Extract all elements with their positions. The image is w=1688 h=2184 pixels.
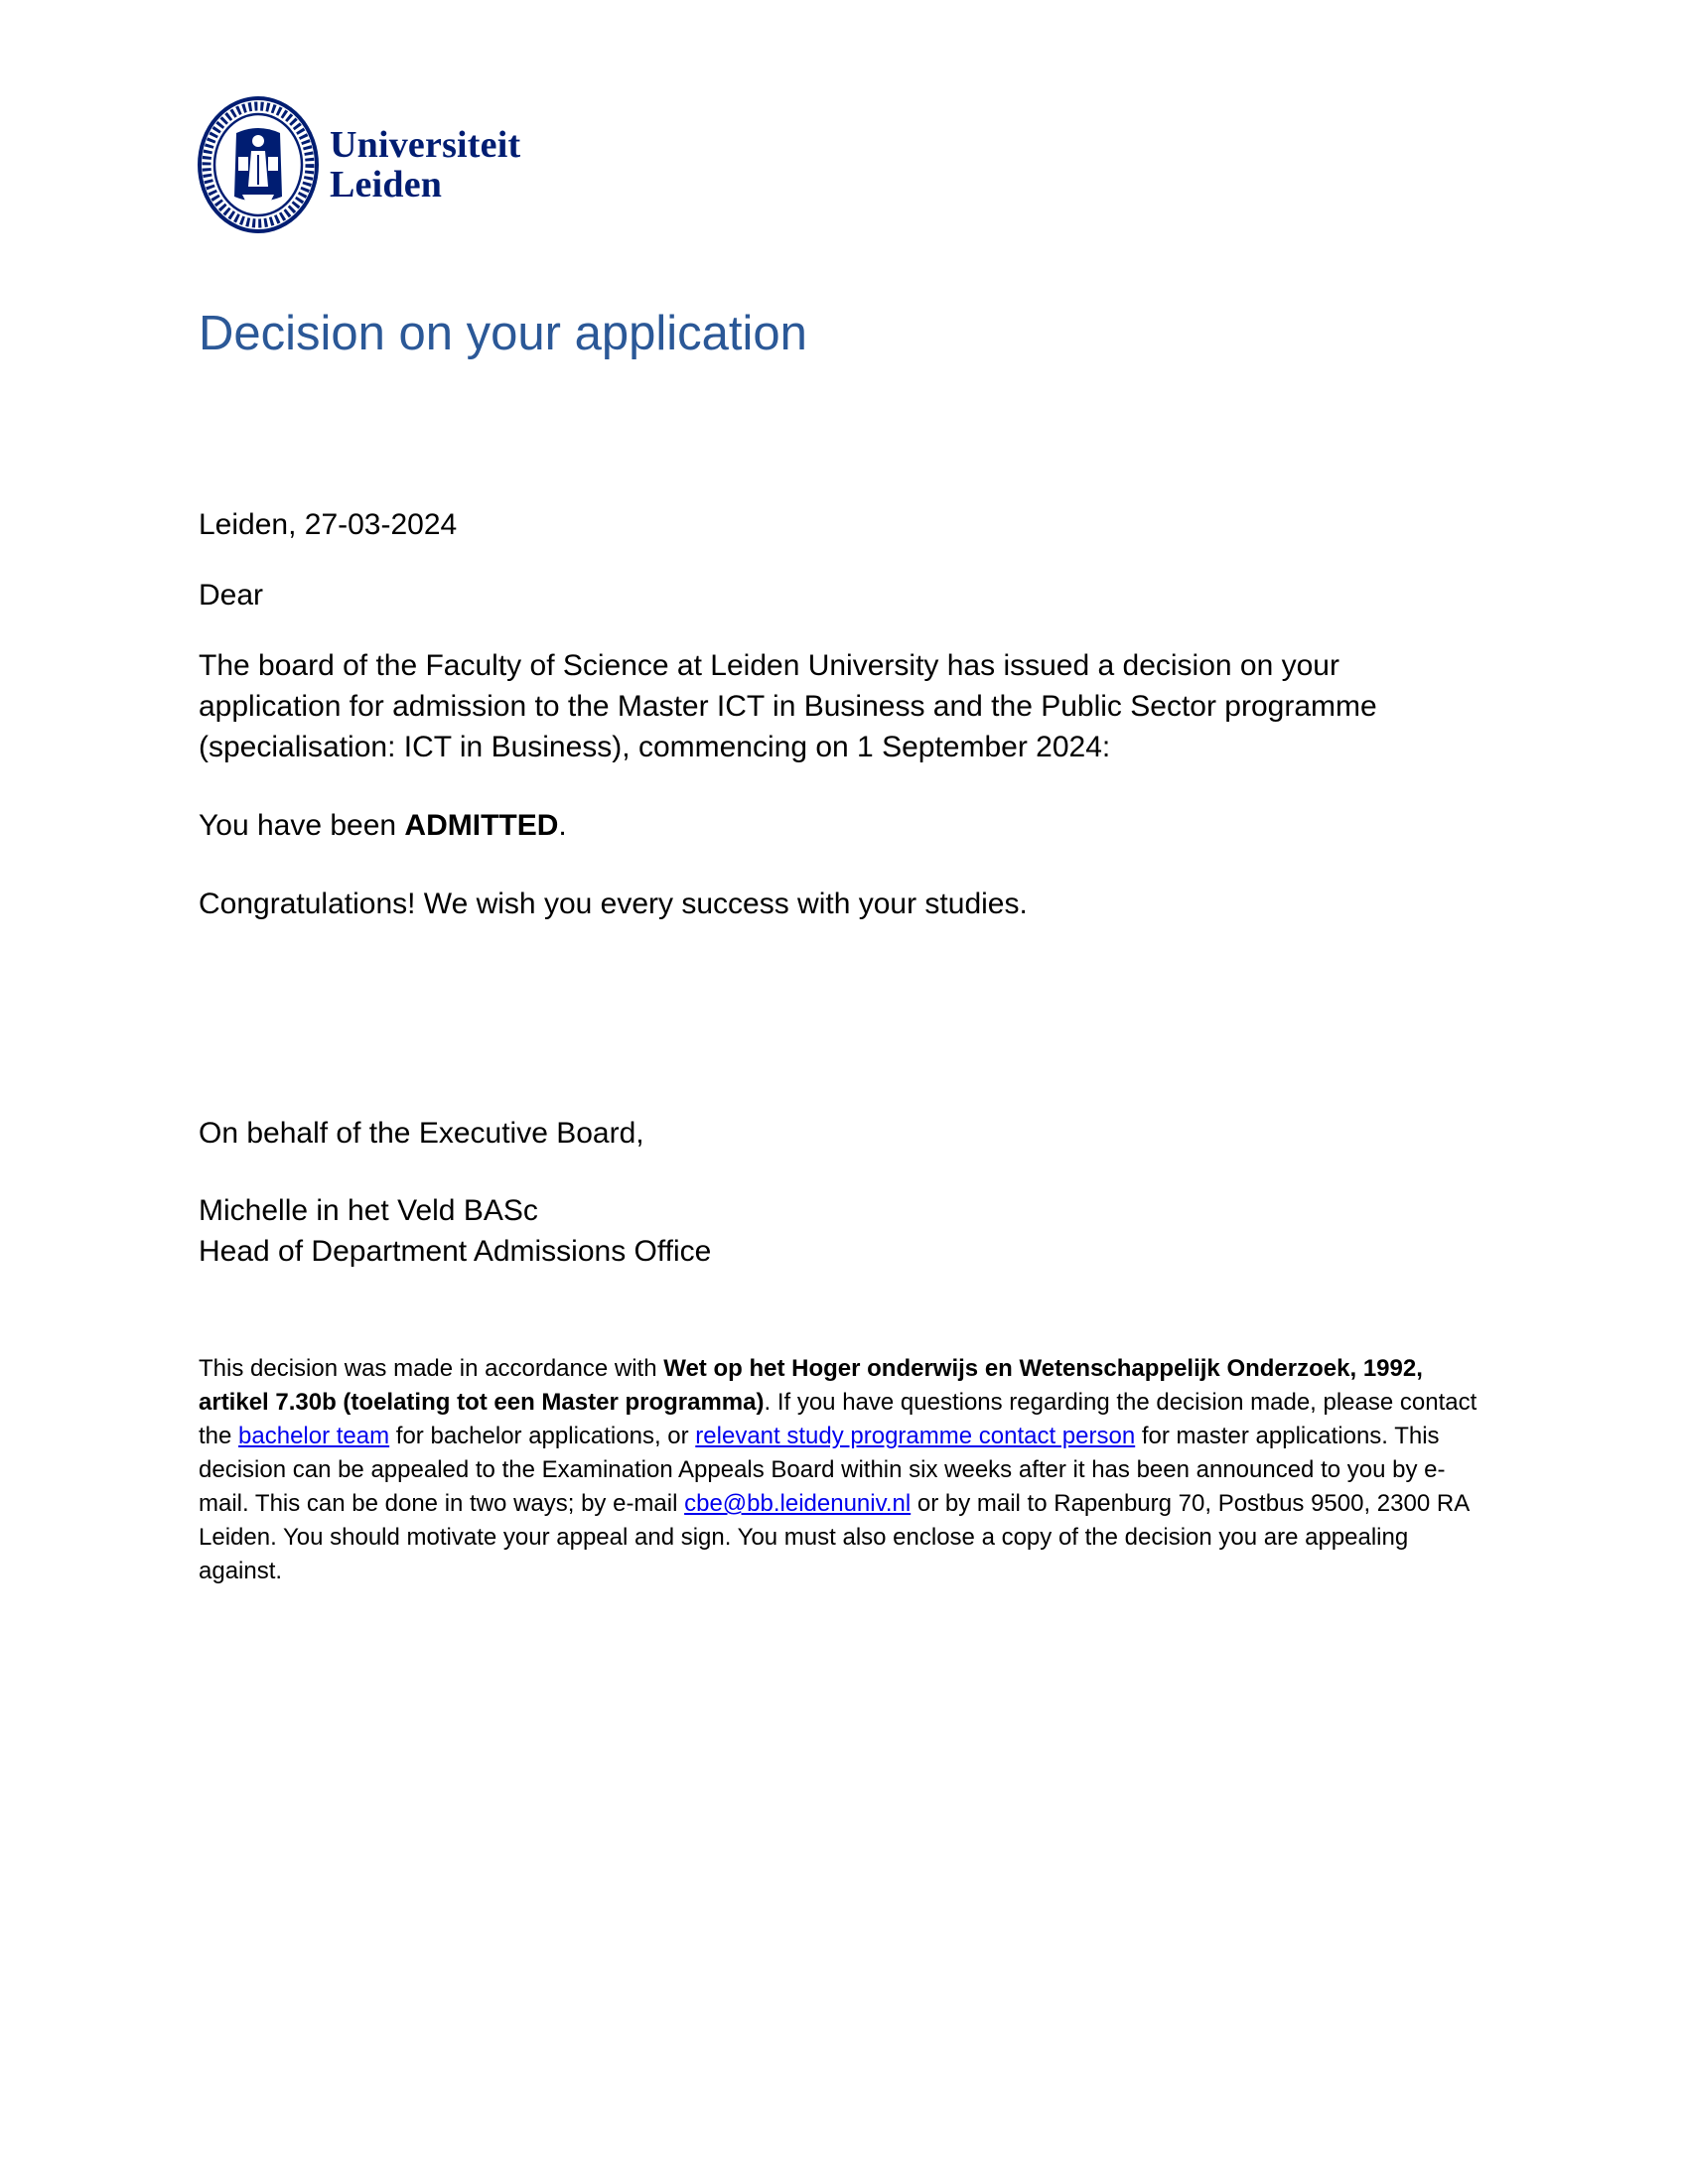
date-line: Leiden, 27-03-2024 xyxy=(199,508,458,541)
intro-paragraph: The board of the Faculty of Science at Leiden University has issued a decision on your application for admission to the Master ICT in Business and the Public Sector programme (specialisation: ICT in Business), commencing on 1 September 2024: xyxy=(199,649,1377,763)
legal-text-3: for bachelor applications, or xyxy=(389,1423,696,1449)
wordmark-line-2: Leiden xyxy=(330,164,443,205)
legal-text-2: . If you have questions regarding the decision made, please contact the xyxy=(199,1389,1477,1449)
legal-text-4: for master applications. This decision can be appealed to the Examination Appeals Board within six weeks after it has been announced to you by e-mail. This can be done in two ways; by e-mail xyxy=(199,1423,1446,1517)
admission-status: ADMITTED xyxy=(404,809,559,842)
admission-suffix: . xyxy=(558,809,567,842)
legal-text-1: This decision was made in accordance with xyxy=(199,1355,664,1382)
signatory-name: Michelle in het Veld BASc xyxy=(199,1194,538,1227)
salutation: Dear xyxy=(199,579,264,612)
legal-text-5: or by mail to Rapenburg 70, Postbus 9500, 2300 RA Leiden. You should motivate your appeal and sign. You must also enclose a copy of the decision you are appealing against. xyxy=(199,1490,1469,1584)
legal-notice xyxy=(199,1352,1489,1588)
admission-status-line xyxy=(199,805,1489,846)
university-seal-icon xyxy=(197,95,320,234)
signatory-title: Head of Department Admissions Office xyxy=(199,1235,712,1268)
closing-line: On behalf of the Executive Board, xyxy=(199,1117,644,1150)
university-wordmark xyxy=(330,125,520,205)
university-logo xyxy=(197,95,534,234)
contact-person-link[interactable]: relevant study programme contact person xyxy=(695,1423,1136,1449)
bachelor-team-link[interactable]: bachelor team xyxy=(238,1423,390,1449)
congratulations-line: Congratulations! We wish you every success with your studies. xyxy=(199,887,1028,920)
admission-prefix: You have been xyxy=(199,809,405,842)
page-title: Decision on your application xyxy=(199,307,807,360)
law-reference: Wet op het Hoger onderwijs en Wetenschappelijk Onderzoek, 1992, artikel 7.30b (toelating tot een Master programma) xyxy=(199,1355,1423,1416)
signature-block xyxy=(199,1190,1489,1272)
wordmark-line-1: Universiteit xyxy=(330,124,521,166)
appeals-email-link[interactable]: cbe@bb.leidenuniv.nl xyxy=(684,1490,912,1517)
